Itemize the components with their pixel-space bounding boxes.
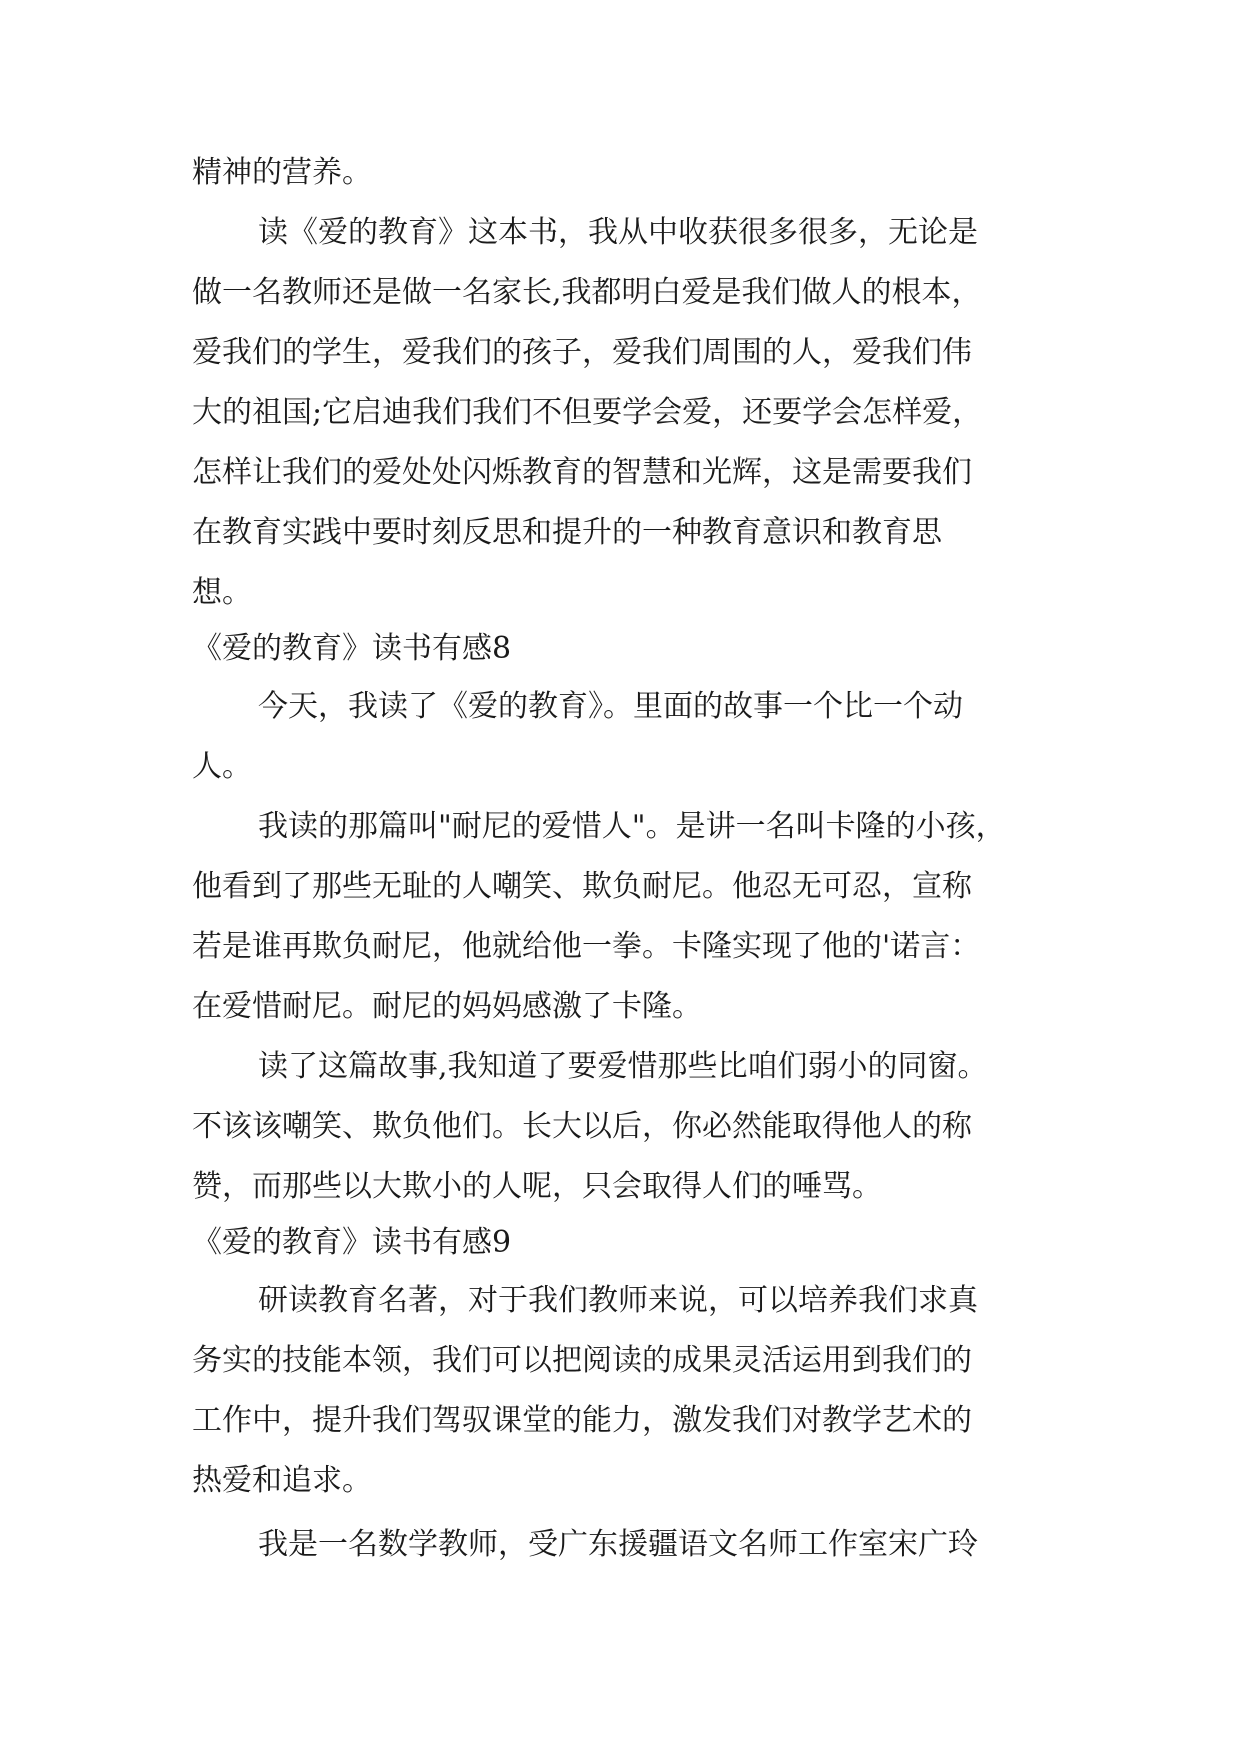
text-line: 赞，而那些以大欺小的人呢，只会取得人们的唾骂。 bbox=[192, 1169, 882, 1204]
section-heading: 《爱的教育》读书有感9 bbox=[192, 1225, 512, 1260]
text-line: 今天，我读了《爱的教育》。里面的故事一个比一个动 bbox=[258, 689, 963, 724]
text-line: 我是一名数学教师，受广东援疆语文名师工作室宋广玲 bbox=[258, 1527, 978, 1562]
text-line: 不该该嘲笑、欺负他们。长大以后，你必然能取得他人的称 bbox=[192, 1109, 972, 1144]
text-line: 大的祖国;它启迪我们我们不但要学会爱，还要学会怎样爱， bbox=[192, 395, 983, 430]
text-line: 务实的技能本领，我们可以把阅读的成果灵活运用到我们的 bbox=[192, 1343, 972, 1378]
text-line: 他看到了那些无耻的人嘲笑、欺负耐尼。他忍无可忍，宣称 bbox=[192, 869, 972, 904]
text-line: 我读的那篇叫"耐尼的爱惜人"。是讲一名叫卡隆的小孩， bbox=[258, 809, 1006, 844]
text-line: 爱我们的学生，爱我们的孩子，爱我们周围的人，爱我们伟 bbox=[192, 335, 972, 370]
text-line: 热爱和追求。 bbox=[192, 1463, 372, 1498]
text-line: 工作中，提升我们驾驭课堂的能力，激发我们对教学艺术的 bbox=[192, 1403, 972, 1438]
text-line: 研读教育名著，对于我们教师来说，可以培养我们求真 bbox=[258, 1283, 978, 1318]
section-heading: 《爱的教育》读书有感8 bbox=[192, 631, 512, 666]
text-line: 读《爱的教育》这本书，我从中收获很多很多，无论是 bbox=[258, 215, 978, 250]
text-line: 怎样让我们的爱处处闪烁教育的智慧和光辉，这是需要我们 bbox=[192, 455, 972, 490]
text-line: 在爱惜耐尼。耐尼的妈妈感激了卡隆。 bbox=[192, 989, 702, 1024]
text-line: 精神的营养。 bbox=[192, 155, 372, 190]
text-line: 想。 bbox=[192, 575, 252, 610]
text-line: 在教育实践中要时刻反思和提升的一种教育意识和教育思 bbox=[192, 515, 942, 550]
text-line: 人。 bbox=[192, 749, 252, 784]
text-line: 若是谁再欺负耐尼，他就给他一拳。卡隆实现了他的'诺言： bbox=[192, 929, 981, 964]
text-line: 做一名教师还是做一名家长,我都明白爱是我们做人的根本， bbox=[192, 275, 982, 310]
text-line: 读了这篇故事,我知道了要爱惜那些比咱们弱小的同窗。 bbox=[258, 1049, 988, 1084]
